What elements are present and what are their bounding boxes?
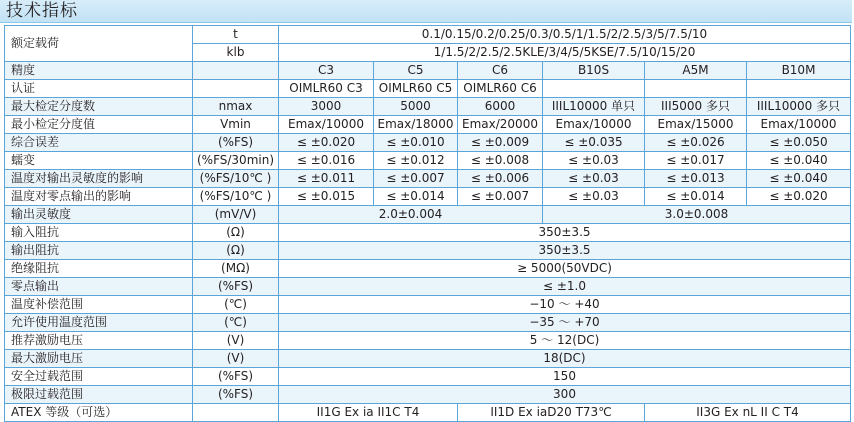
row-value: 350±3.5: [279, 242, 851, 260]
table-row: [5, 296, 851, 314]
row-value: 5 ～ 12(DC): [279, 332, 851, 350]
spec-table: [4, 25, 851, 422]
row-label: 额定载荷: [5, 26, 193, 62]
row-cell: III5000 多只: [645, 98, 747, 116]
row-cell: Emax/15000: [645, 116, 747, 134]
table-row: [5, 386, 851, 404]
row-cell: IIIL10000 多只: [747, 98, 851, 116]
row-cell: B10M: [747, 62, 851, 80]
row-cell: ≤ ±0.008: [458, 152, 543, 170]
row-cell: ≤ ±0.035: [543, 134, 645, 152]
table-row: [5, 260, 851, 278]
row-unit: (mV/V): [193, 206, 279, 224]
row-value: −35 ～ +70: [279, 314, 851, 332]
table-row: [5, 152, 851, 170]
table-row: [5, 314, 851, 332]
row-label: 认证: [5, 80, 193, 98]
row-unit: (V): [193, 350, 279, 368]
table-row: [5, 116, 851, 134]
row-label: 温度对输出灵敏度的影响: [5, 170, 193, 188]
row-unit: (MΩ): [193, 260, 279, 278]
row-cell: C3: [279, 62, 374, 80]
table-row: [5, 80, 851, 98]
row-unit: (℃): [193, 296, 279, 314]
table-row: [5, 188, 851, 206]
row-label: 安全过载范围: [5, 368, 193, 386]
table-row: [5, 368, 851, 386]
row-value: 150: [279, 368, 851, 386]
row-unit: (%FS/10℃ ): [193, 188, 279, 206]
row-label: 蠕变: [5, 152, 193, 170]
table-row: [5, 242, 851, 260]
row-value: 18(DC): [279, 350, 851, 368]
row-cell: ≤ ±0.010: [374, 134, 458, 152]
table-row: [5, 134, 851, 152]
row-cell: ≤ ±0.03: [543, 170, 645, 188]
row-cell: ≤ ±0.017: [645, 152, 747, 170]
atex-cell: II1G Ex ia II1C T4: [279, 404, 458, 422]
table-row: [5, 206, 851, 224]
row-cell: ≤ ±0.03: [543, 152, 645, 170]
row-value: −10 ～ +40: [279, 296, 851, 314]
row-cell: ≤ ±0.015: [279, 188, 374, 206]
table-row: [5, 98, 851, 116]
row-cell: 5000: [374, 98, 458, 116]
row-unit: klb: [193, 44, 279, 62]
row-cell: Emax/10000: [747, 116, 851, 134]
row-cell: ≤ ±0.026: [645, 134, 747, 152]
row-cell: ≤ ±0.006: [458, 170, 543, 188]
row-cell: ≤ ±0.009: [458, 134, 543, 152]
row-cell: ≤ ±0.020: [279, 134, 374, 152]
row-label: 温度对零点输出的影响: [5, 188, 193, 206]
row-label: 推荐激励电压: [5, 332, 193, 350]
row-cell: ≤ ±0.020: [747, 188, 851, 206]
page-title: 技术指标: [6, 1, 78, 21]
row-cell: [747, 80, 851, 98]
row-cell: OIMLR60 C6: [458, 80, 543, 98]
row-cell: ≤ ±0.013: [645, 170, 747, 188]
row-label: 允许使用温度范围: [5, 314, 193, 332]
row-cell: ≤ ±0.014: [374, 188, 458, 206]
row-label: 零点输出: [5, 278, 193, 296]
row-cell: A5M: [645, 62, 747, 80]
row-label: 极限过载范围: [5, 386, 193, 404]
row-cell: ≤ ±0.040: [747, 170, 851, 188]
row-unit: Vmin: [193, 116, 279, 134]
row-cell: OIMLR60 C3: [279, 80, 374, 98]
row-unit: (%FS): [193, 368, 279, 386]
row-unit: (%FS/10℃ ): [193, 170, 279, 188]
row-cell: ≤ ±0.016: [279, 152, 374, 170]
row-cell: 6000: [458, 98, 543, 116]
row-cell: 3.0±0.008: [543, 206, 851, 224]
row-value: ≤ ±1.0: [279, 278, 851, 296]
row-cell: C5: [374, 62, 458, 80]
row-label: 绝缘阻抗: [5, 260, 193, 278]
row-label: 温度补偿范围: [5, 296, 193, 314]
row-value: ≥ 5000(50VDC): [279, 260, 851, 278]
atex-cell: II1D Ex iaD20 T73℃: [458, 404, 645, 422]
row-cell: B10S: [543, 62, 645, 80]
table-row: [5, 170, 851, 188]
row-label: 输出灵敏度: [5, 206, 193, 224]
row-unit: (%FS): [193, 278, 279, 296]
row-unit: t: [193, 26, 279, 44]
table-row: [5, 404, 851, 422]
table-row: [5, 62, 851, 80]
row-unit: (℃): [193, 314, 279, 332]
row-cell: ≤ ±0.050: [747, 134, 851, 152]
table-row: [5, 26, 851, 44]
row-label: 最小检定分度值: [5, 116, 193, 134]
row-cell: ≤ ±0.007: [374, 170, 458, 188]
row-unit: nmax: [193, 98, 279, 116]
row-cell: C6: [458, 62, 543, 80]
row-label: 输出阻抗: [5, 242, 193, 260]
row-value: 350±3.5: [279, 224, 851, 242]
row-value: 1/1.5/2/2.5/2.5KLE/3/4/5/5KSE/7.5/10/15/20: [279, 44, 851, 62]
row-unit: (%FS/30min): [193, 152, 279, 170]
row-unit: (Ω): [193, 224, 279, 242]
title-bar: [0, 0, 852, 23]
row-cell: 2.0±0.004: [279, 206, 543, 224]
row-cell: [645, 80, 747, 98]
row-value: 300: [279, 386, 851, 404]
atex-cell: II3G Ex nL II C T4: [645, 404, 851, 422]
row-label: ATEX 等级（可选）: [5, 404, 193, 422]
row-unit: (V): [193, 332, 279, 350]
row-cell: ≤ ±0.040: [747, 152, 851, 170]
table-row: [5, 224, 851, 242]
row-label: 最大激励电压: [5, 350, 193, 368]
row-cell: ≤ ±0.007: [458, 188, 543, 206]
row-label: 最大检定分度数: [5, 98, 193, 116]
row-cell: IIIL10000 单只: [543, 98, 645, 116]
row-unit: (%FS): [193, 134, 279, 152]
row-cell: OIMLR60 C5: [374, 80, 458, 98]
row-unit: [193, 62, 279, 80]
row-cell: Emax/10000: [543, 116, 645, 134]
row-label: 精度: [5, 62, 193, 80]
row-cell: [543, 80, 645, 98]
row-unit: (Ω): [193, 242, 279, 260]
row-cell: Emax/20000: [458, 116, 543, 134]
row-unit: [193, 80, 279, 98]
row-label: 综合误差: [5, 134, 193, 152]
row-cell: 3000: [279, 98, 374, 116]
row-cell: Emax/18000: [374, 116, 458, 134]
row-unit: (%FS): [193, 386, 279, 404]
row-cell: ≤ ±0.014: [645, 188, 747, 206]
row-cell: ≤ ±0.03: [543, 188, 645, 206]
table-row: [5, 278, 851, 296]
table-row: [5, 350, 851, 368]
row-label: 输入阻抗: [5, 224, 193, 242]
row-unit: [193, 404, 279, 422]
row-cell: ≤ ±0.011: [279, 170, 374, 188]
table-row: [5, 332, 851, 350]
row-cell: ≤ ±0.012: [374, 152, 458, 170]
row-value: 0.1/0.15/0.2/0.25/0.3/0.5/1/1.5/2/2.5/3/5/7.5/10: [279, 26, 851, 44]
row-cell: Emax/10000: [279, 116, 374, 134]
